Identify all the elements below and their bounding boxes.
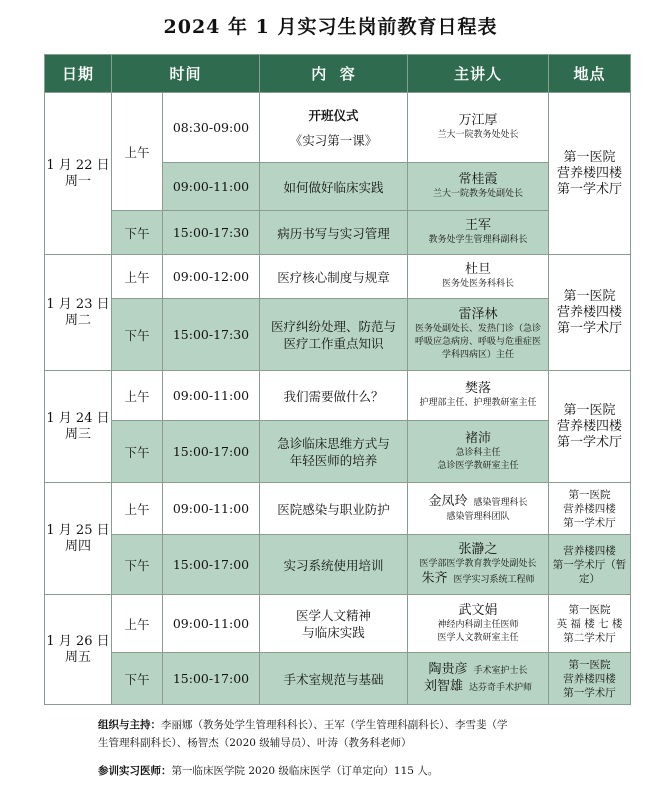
table-row xyxy=(45,93,631,163)
header-content: 内 容 xyxy=(260,55,408,93)
place-cell: 第一医院 营养楼四楼 第一学术厅 xyxy=(549,653,631,705)
date-cell: 1 月 22 日 周一 xyxy=(45,93,112,255)
content-cell: 实习系统使用培训 xyxy=(260,535,408,595)
organizer-text-2: 生管理科副科长）、杨智杰（2020 级辅导员）、叶涛（教务科老师） xyxy=(98,737,412,749)
header-place: 地点 xyxy=(549,55,631,93)
speaker-cell: 杜旦 医务处医务科科长 xyxy=(408,255,549,299)
date-cell: 1 月 25 日 周四 xyxy=(45,483,112,595)
content-cell: 开班仪式 《实习第一课》 xyxy=(260,93,408,163)
time-cell: 15:00-17:00 xyxy=(163,535,260,595)
content-cell: 急诊临床思维方式与 年轻医师的培养 xyxy=(260,421,408,483)
place-cell: 第一医院 营养楼四楼 第一学术厅 xyxy=(549,371,631,483)
period-cell: 上午 xyxy=(112,255,163,299)
table-row xyxy=(45,421,631,483)
table-row xyxy=(45,653,631,705)
time-cell: 15:00-17:00 xyxy=(163,653,260,705)
date-cell: 1 月 24 日 周三 xyxy=(45,371,112,483)
participants-label: 参训实习医师： xyxy=(98,765,172,777)
speaker-cell: 金凤玲 感染管理科长 感染管理科团队 xyxy=(408,483,549,535)
time-cell: 09:00-11:00 xyxy=(163,483,260,535)
header-time: 时间 xyxy=(112,55,260,93)
content-cell: 我们需要做什么？ xyxy=(260,371,408,421)
content-cell: 手术室规范与基础 xyxy=(260,653,408,705)
content-cell: 医学人文精神 与临床实践 xyxy=(260,595,408,653)
speaker-cell: 雷泽林 医务处副处长、发热门诊（急诊 呼吸应急病房、呼吸与危重症医 学科四病区）主任 xyxy=(408,299,549,371)
header-date: 日期 xyxy=(45,55,112,93)
content-cell: 病历书写与实习管理 xyxy=(260,211,408,255)
time-cell: 15:00-17:30 xyxy=(163,211,260,255)
place-cell: 第一医院 营养楼四楼 第一学术厅 xyxy=(549,483,631,535)
place-cell: 营养楼四楼 第一学术厅（暂 定） xyxy=(549,535,631,595)
period-cell: 上午 xyxy=(112,483,163,535)
speaker-cell: 常桂霞 兰大一院教务处副处长 xyxy=(408,163,549,211)
speaker-cell: 张瀞之 医学部医学教育教学处副处长 朱齐 医学实习系统工程师 xyxy=(408,535,549,595)
content-cell: 如何做好临床实践 xyxy=(260,163,408,211)
organizer-text: 李丽娜（教务处学生管理科科长）、王军（学生管理科副科长）、李雪斐（学 xyxy=(161,719,508,731)
time-cell: 15:00-17:30 xyxy=(163,299,260,371)
place-cell: 第一医院 营养楼四楼 第一学术厅 xyxy=(549,93,631,255)
content-cell: 医疗纠纷处理、防范与 医疗工作重点知识 xyxy=(260,299,408,371)
speaker-cell: 王军 教务处学生管理科副科长 xyxy=(408,211,549,255)
header-row xyxy=(45,55,631,93)
speaker-cell: 武文娟 神经内科副主任医师 医学人文教研室主任 xyxy=(408,595,549,653)
period-cell: 下午 xyxy=(112,535,163,595)
time-cell: 09:00-11:00 xyxy=(163,595,260,653)
period-cell: 上午 xyxy=(112,93,163,211)
organizer-label: 组织与主持： xyxy=(98,719,161,731)
time-cell: 09:00-12:00 xyxy=(163,255,260,299)
table-row xyxy=(45,595,631,653)
time-cell: 15:00-17:00 xyxy=(163,421,260,483)
time-cell: 09:00-11:00 xyxy=(163,163,260,211)
content-cell: 医疗核心制度与规章 xyxy=(260,255,408,299)
time-cell: 09:00-11:00 xyxy=(163,371,260,421)
speaker-cell: 褚沛 急诊科主任 急诊医学教研室主任 xyxy=(408,421,549,483)
participants-note xyxy=(98,762,598,780)
period-cell: 上午 xyxy=(112,371,163,421)
table-row xyxy=(45,371,631,421)
organizer-note xyxy=(98,716,598,752)
period-cell: 上午 xyxy=(112,595,163,653)
table-row xyxy=(45,535,631,595)
content-cell: 医院感染与职业防护 xyxy=(260,483,408,535)
place-cell: 第一医院 营养楼四楼 第一学术厅 xyxy=(549,255,631,371)
table-row xyxy=(45,255,631,299)
place-cell: 第一医院 英 福 楼 七 楼 第二学术厅 xyxy=(549,595,631,653)
header-speaker: 主讲人 xyxy=(408,55,549,93)
table-row xyxy=(45,483,631,535)
date-cell: 1 月 26 日 周五 xyxy=(45,595,112,705)
speaker-cell: 樊落 护理部主任、护理教研室主任 xyxy=(408,371,549,421)
table-row xyxy=(45,211,631,255)
period-cell: 下午 xyxy=(112,653,163,705)
table-row xyxy=(45,299,631,371)
participants-text: 第一临床医学院 2020 级临床医学（订单定向）115 人。 xyxy=(171,765,439,777)
date-cell: 1 月 23 日 周二 xyxy=(45,255,112,371)
time-cell: 08:30-09:00 xyxy=(163,93,260,163)
speaker-cell: 万江厚 兰大一院教务处处长 xyxy=(408,93,549,163)
period-cell: 下午 xyxy=(112,299,163,371)
schedule-table xyxy=(44,54,631,705)
speaker-cell: 陶贵彦 手术室护士长 刘智雄 达芬奇手术护师 xyxy=(408,653,549,705)
page-title: 2024 年 1 月实习生岗前教育日程表 xyxy=(163,16,498,38)
period-cell: 下午 xyxy=(112,211,163,255)
period-cell: 下午 xyxy=(112,421,163,483)
